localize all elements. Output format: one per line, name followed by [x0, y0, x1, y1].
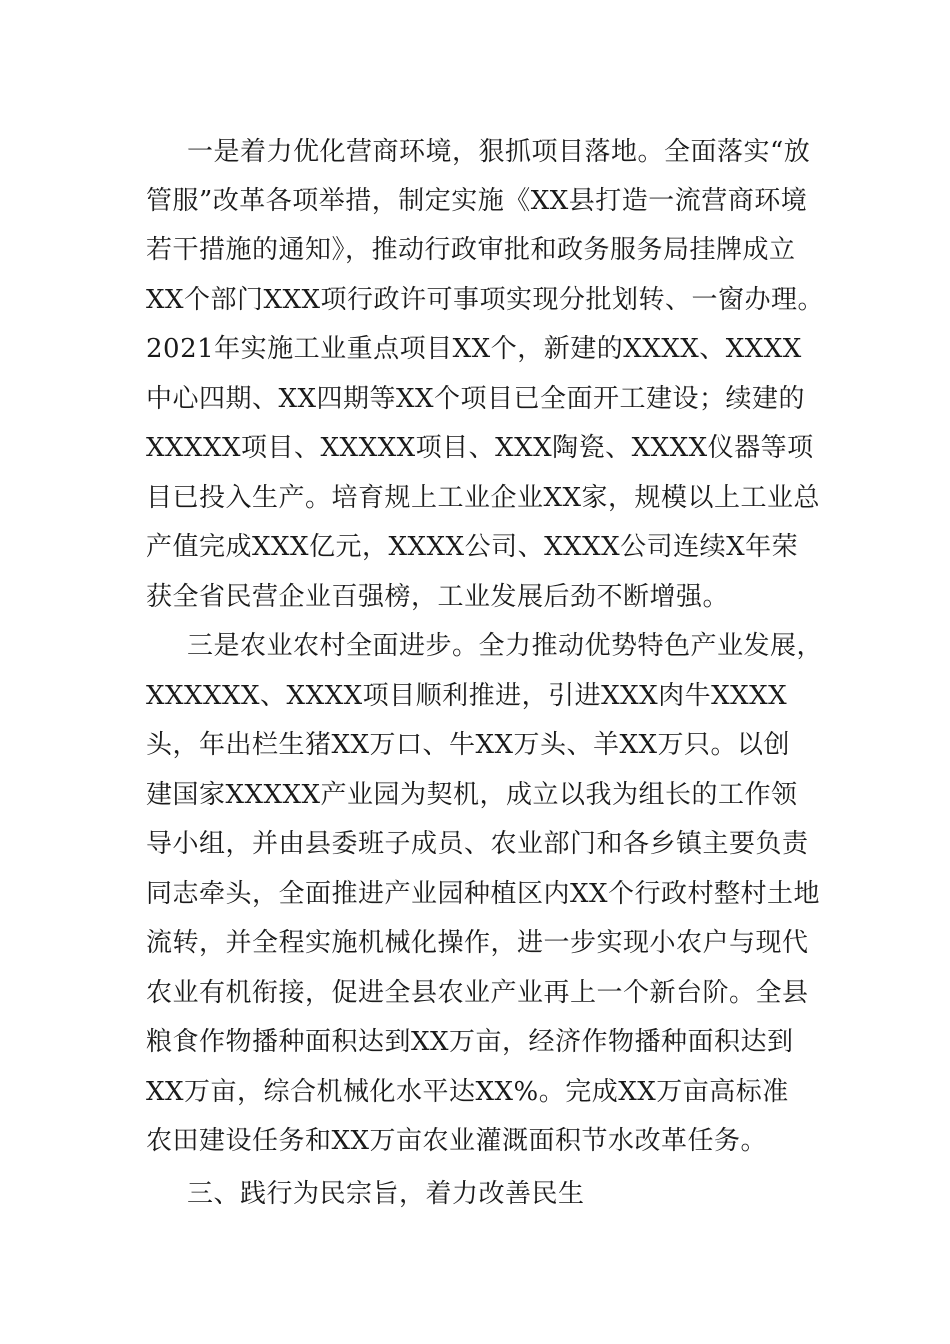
paragraph-2-line-3: 头，年出栏生猪XX万口、牛XX万头、羊XX万只。以创 [146, 730, 791, 760]
paragraph-1-line-5: 2021年实施工业重点项目XX个，新建的XXXX、XXXX [146, 334, 802, 364]
paragraph-2-line-4: 建国家XXXXX产业园为契机，成立以我为组长的工作领 [146, 780, 798, 810]
paragraph-2-line-11: 农田建设任务和XX万亩农业灌溉面积节水改革任务。 [146, 1126, 768, 1156]
section-heading: 三、践行为民宗旨，着力改善民生 [187, 1179, 585, 1209]
paragraph-2-line-2: XXXXXX、XXXX项目顺利推进，引进XXX肉牛XXXX [146, 681, 788, 711]
paragraph-1-line-1: 一是着力优化营商环境，狠抓项目落地。全面落实“放 [187, 137, 811, 167]
paragraph-2-line-10: XX万亩，综合机械化水平达XX%。完成XX万亩高标准 [146, 1077, 789, 1107]
paragraph-1-line-2: 管服”改革各项举措，制定实施《XX县打造一流营商环境 [146, 186, 808, 216]
paragraph-2-line-5: 导小组，并由县委班子成员、农业部门和各乡镇主要负责 [146, 829, 809, 859]
paragraph-1-line-7: XXXXX项目、XXXXX项目、XXX陶瓷、XXXX仪器等项 [146, 433, 814, 463]
paragraph-1-line-9: 产值完成XXX亿元，XXXX公司、XXXX公司连续X年荣 [146, 532, 799, 562]
paragraph-1-line-6: 中心四期、XX四期等XX个项目已全面开工建设；续建的 [146, 384, 806, 414]
paragraph-2-line-8: 农业有机衔接，促进全县农业产业再上一个新台阶。全县 [146, 978, 809, 1008]
paragraph-1-line-3: 若干措施的通知》，推动行政审批和政务服务局挂牌成立 [146, 235, 796, 265]
paragraph-2-line-9: 粮食作物播种面积达到XX万亩，经济作物播种面积达到 [146, 1027, 794, 1057]
paragraph-1-line-8: 目已投入生产。培育规上工业企业XX家，规模以上工业总 [146, 483, 821, 513]
paragraph-2-line-6: 同志牵头，全面推进产业园种植区内XX个行政村整村土地 [146, 879, 821, 909]
paragraph-1-line-4: XX个部门XXX项行政许可事项实现分批划转、一窗办理。 [146, 285, 825, 315]
paragraph-2-line-7: 流转，并全程实施机械化操作，进一步实现小农户与现代 [146, 928, 809, 958]
paragraph-2-line-1: 三是农业农村全面进步。全力推动优势特色产业发展， [187, 631, 824, 661]
paragraph-1-line-10: 获全省民营企业百强榜，工业发展后劲不断增强。 [146, 582, 730, 612]
